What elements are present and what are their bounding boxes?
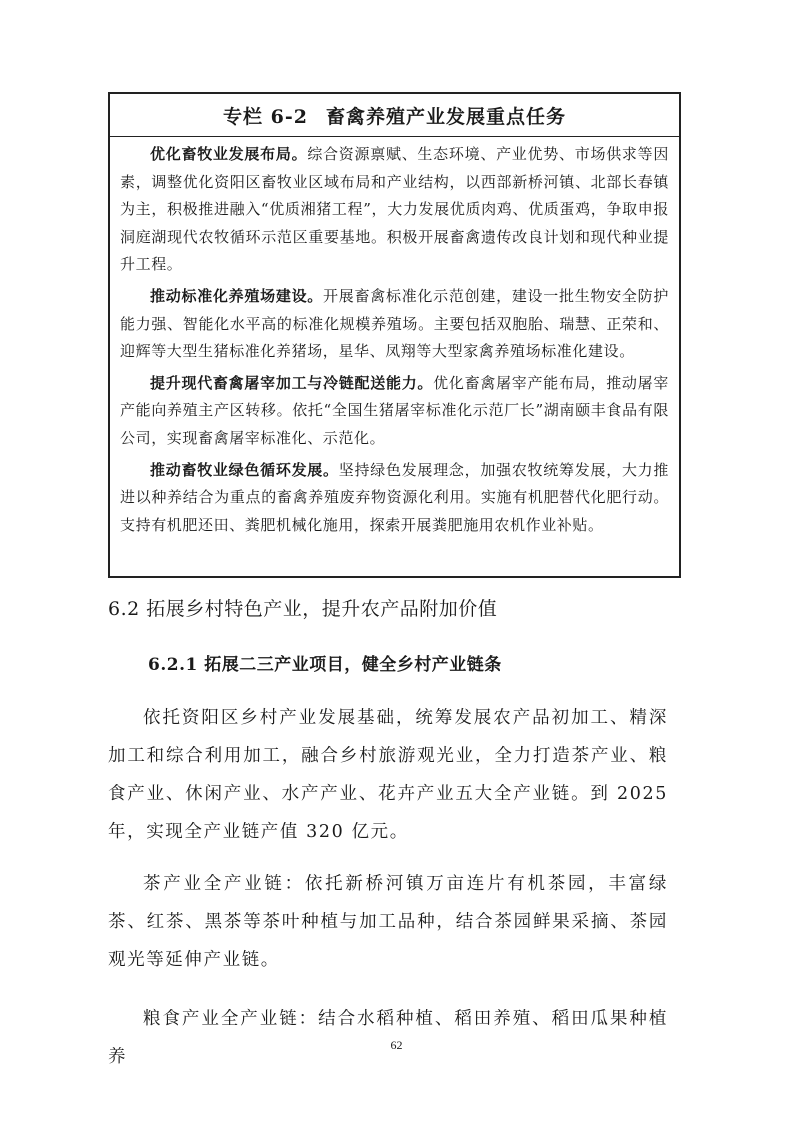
subsection-heading: 6.2.1 拓展二三产业项目，健全乡村产业链条 — [148, 655, 502, 675]
box-title-code: 专栏 6-2 — [223, 105, 308, 128]
box-paragraph — [120, 141, 669, 279]
feature-box — [108, 92, 681, 578]
body-paragraph — [108, 865, 668, 979]
box-paragraph-text: 开展畜禽标准化示范创建，建设一批生物安全防护能力强、智能化水平高的标准化规模养殖场。主要包括双胞胎、瑞慧、正荣和、迎辉等大型生猪标准化养猪场，星华、凤翔等大型家禽养殖场标准化建设。 — [120, 286, 669, 361]
box-paragraph — [120, 283, 669, 366]
body-paragraph-text: 茶产业全产业链：依托新桥河镇万亩连片有机茶园，丰富绿茶、红茶、黑茶等茶叶种植与加工品种，结合茶园鲜果采摘、茶园观光等延伸产业链。 — [108, 874, 668, 970]
box-body — [110, 137, 679, 539]
box-title-text: 畜禽养殖产业发展重点任务 — [325, 105, 566, 128]
box-paragraph-heading: 提升现代畜禽屠宰加工与冷链配送能力。 — [150, 373, 434, 392]
body-paragraph-text: 粮食产业全产业链：结合水稻种植、稻田养殖、稻田瓜果种植养 — [108, 1009, 668, 1067]
box-paragraph — [120, 457, 669, 540]
box-paragraph-text: 综合资源禀赋、生态环境、产业优势、市场供求等因素，调整优化资阳区畜牧业区域布局和产业结构，以西部新桥河镇、北部长春镇为主，积极推进融入“优质湘猪工程”，大力发展优质肉鸡、优质蛋鸡，争取申报洞庭湖现代农牧循环示范区重要基地。积极开展畜禽遗传改良计划和现代种业提升工程。 — [120, 145, 669, 274]
box-paragraph-heading: 优化畜牧业发展布局。 — [150, 145, 308, 163]
box-paragraph — [120, 370, 669, 453]
box-paragraph-heading: 推动畜牧业绿色循环发展。 — [150, 460, 339, 479]
box-title — [110, 94, 679, 137]
body-paragraph-text: 依托资阳区乡村产业发展基础，统筹发展农产品初加工、精深加工和综合利用加工，融合乡村旅游观光业，全力打造茶产业、粮食产业、休闲产业、水产产业、花卉产业五大全产业链。到 2025 年，实现全产业链产值 320 亿元。 — [108, 708, 668, 842]
page-number: 62 — [390, 1038, 403, 1052]
box-paragraph-text: 优化畜禽屠宰产能布局，推动屠宰产能向养殖主产区转移。依托“全国生猪屠宰标准化示范厂长”湖南颐丰食品有限公司，实现畜禽屠宰标准化、示范化。 — [120, 373, 669, 447]
box-paragraph-heading: 推动标准化养殖场建设。 — [150, 286, 324, 305]
body-paragraph — [108, 699, 668, 851]
section-heading: 6.2 拓展乡村特色产业，提升农产品附加价值 — [108, 598, 498, 620]
box-paragraph-text: 坚持绿色发展理念，加强农牧统筹发展，大力推进以种养结合为重点的畜禽养殖废弃物资源化利用。实施有机肥替代化肥行动。支持有机肥还田、粪肥机械化施用，探索开展粪肥施用农机作业补贴。 — [120, 460, 670, 534]
